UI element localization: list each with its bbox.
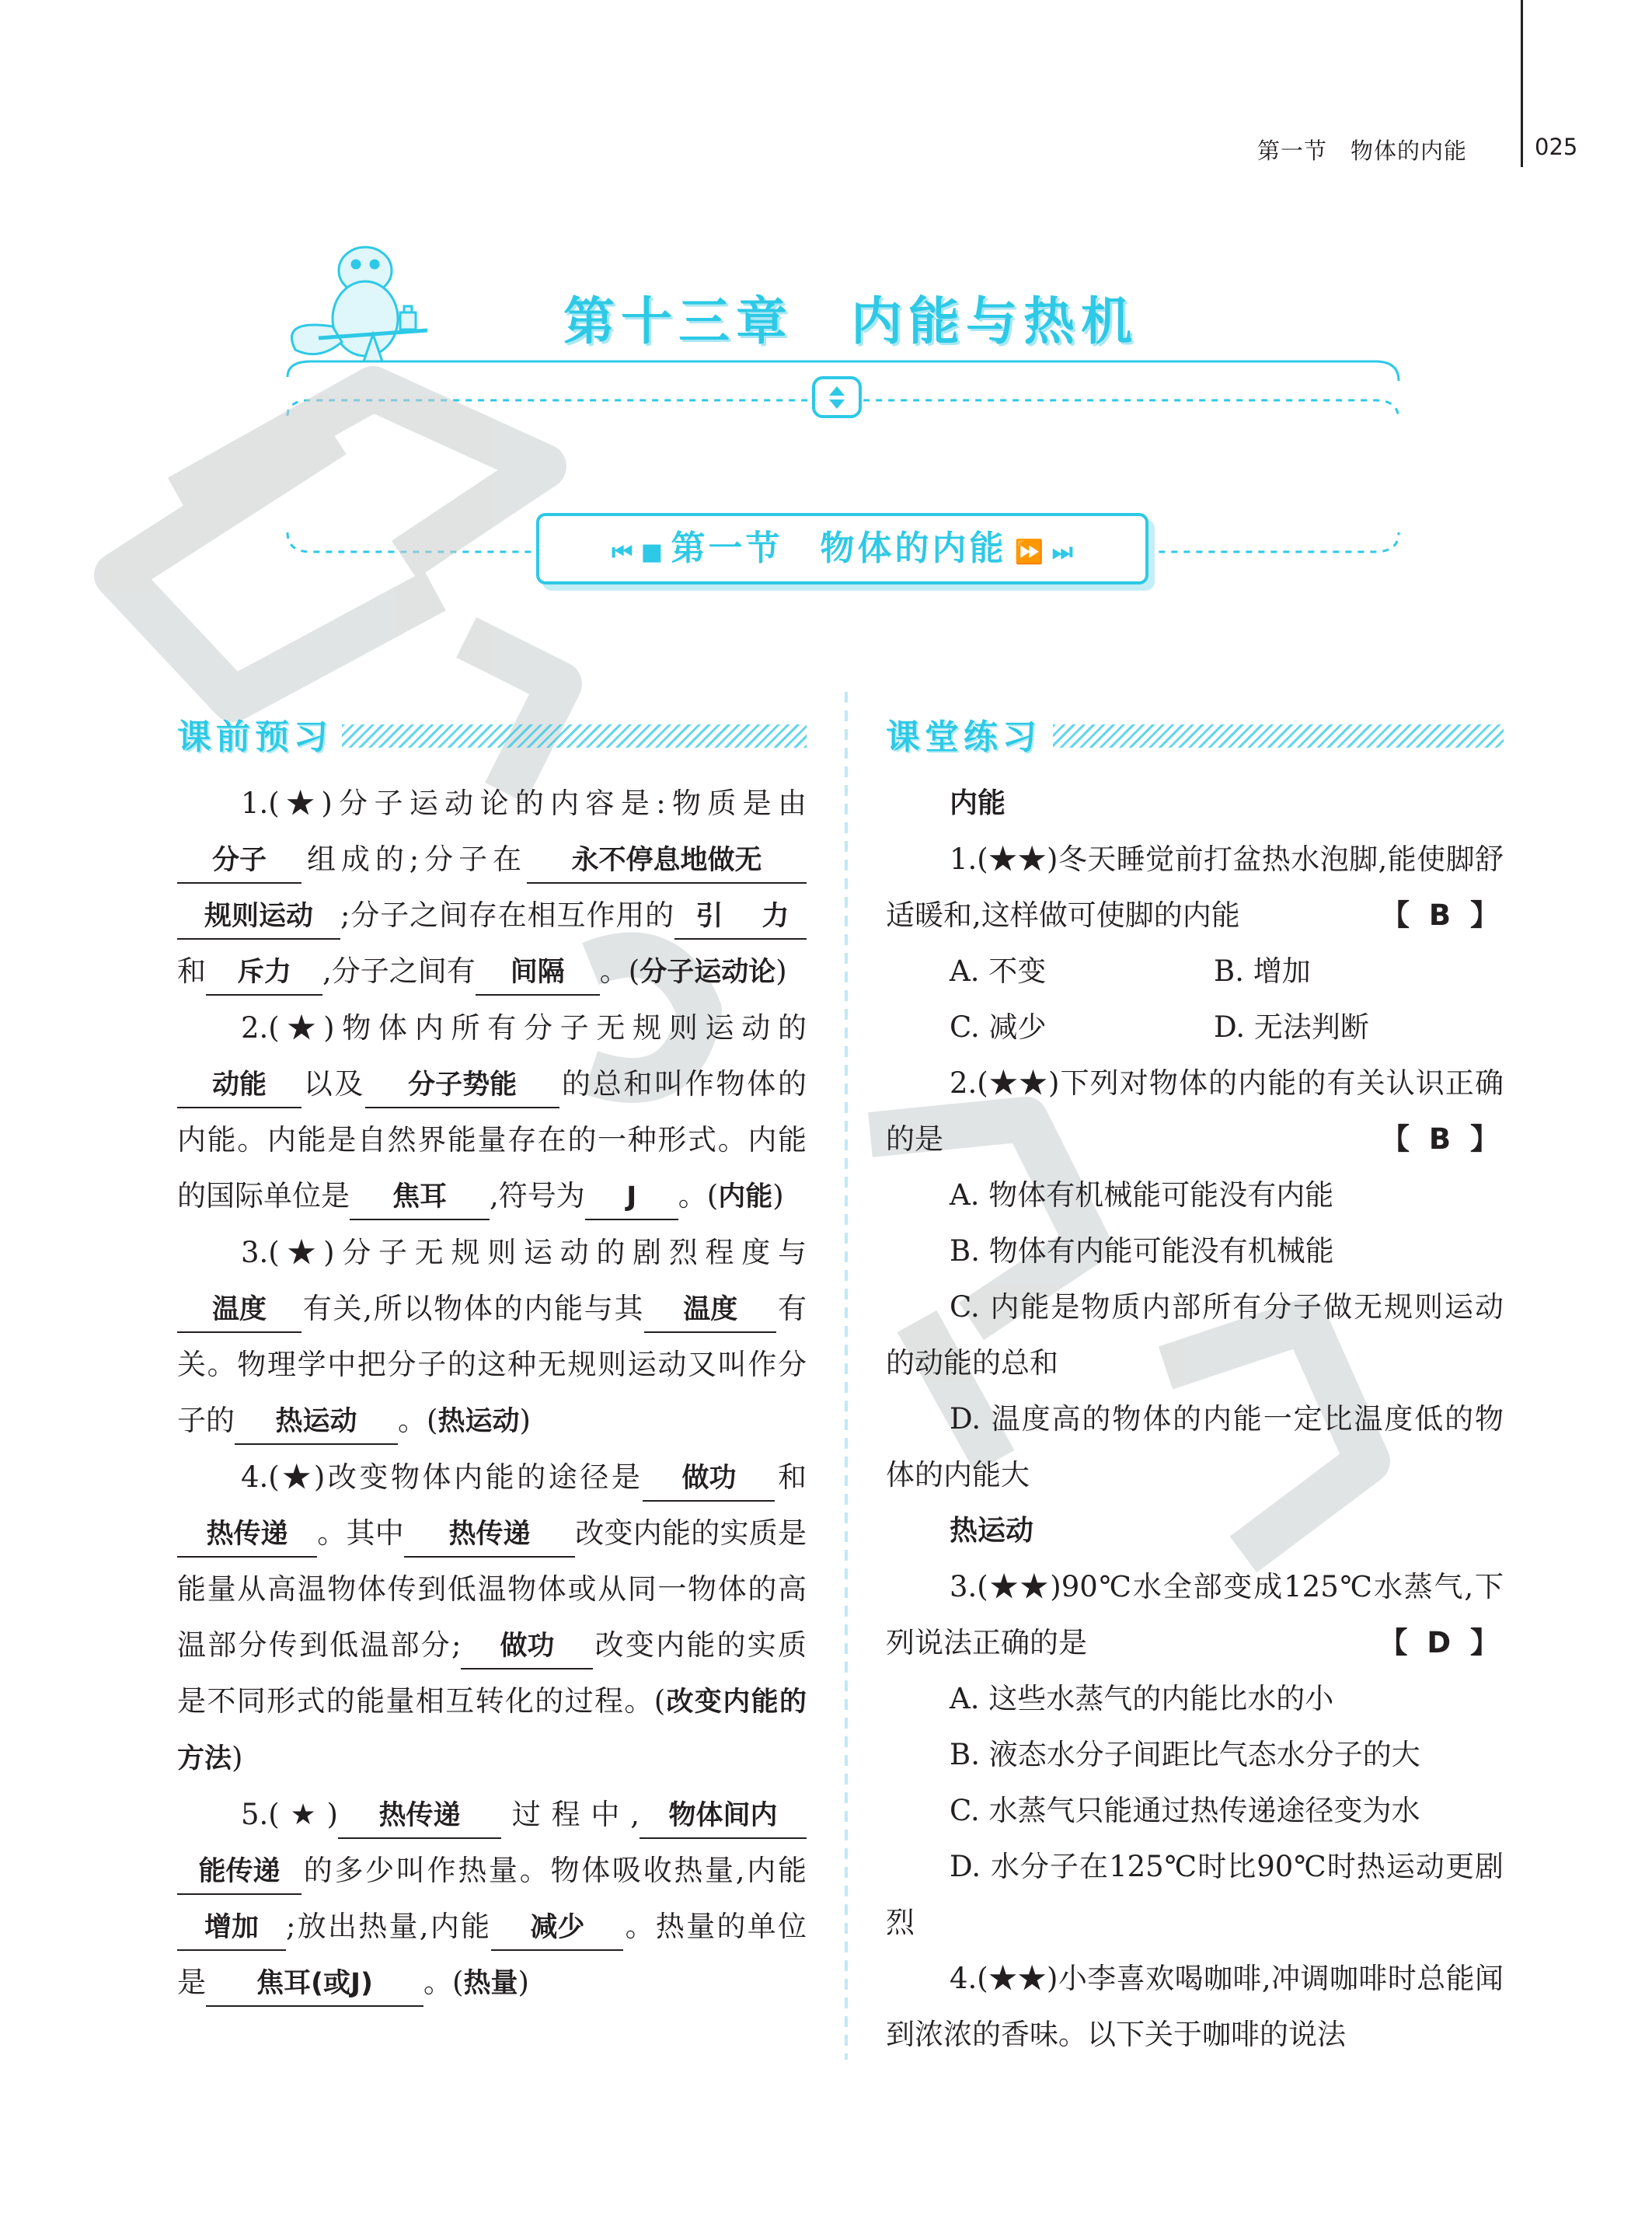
answer-blank: 间隔 bbox=[476, 951, 600, 996]
option-d: D. 温度高的物体的内能一定比温度低的物体的内能大 bbox=[886, 1402, 1504, 1492]
answer-blank: 动能 bbox=[177, 1063, 301, 1108]
answer-blank: 分子势能 bbox=[365, 1063, 559, 1108]
option-c: C. 减少 bbox=[950, 1010, 1047, 1044]
left-section-heading: 课前预习 bbox=[177, 717, 333, 757]
right-section-heading: 课堂练习 bbox=[886, 717, 1041, 757]
answer-blank: 温度 bbox=[177, 1288, 301, 1333]
answer-blank: 斥力 bbox=[206, 951, 322, 996]
option-c: C. 水蒸气只能通过热传递途径变为水 bbox=[950, 1794, 1420, 1827]
topic-tag: 热运动 bbox=[437, 1406, 520, 1437]
left-heading-hatch bbox=[342, 724, 807, 748]
section-title bbox=[539, 516, 1145, 581]
page-edge-rule bbox=[1521, 0, 1523, 167]
answer-blank: 力 bbox=[744, 895, 807, 940]
topic-tag: 分子运动论 bbox=[640, 957, 776, 988]
answer-blank: 引 bbox=[674, 895, 744, 940]
answer-blank: 永不停息地做无 bbox=[527, 839, 807, 884]
right-column bbox=[886, 776, 1504, 2063]
answer-blank: 热运动 bbox=[235, 1400, 398, 1445]
options-row bbox=[886, 944, 1504, 1000]
rewind-icon: ⏮ ■ bbox=[612, 539, 671, 566]
right-heading-hatch bbox=[1053, 724, 1504, 748]
option-b: B. 增加 bbox=[1214, 954, 1311, 988]
answer-blank: 分子 bbox=[177, 839, 301, 884]
answer-blank: 增加 bbox=[177, 1906, 286, 1951]
answer-bracket: 【 B 】 bbox=[1381, 898, 1504, 932]
practice-question-4: 4.(★★)小李喜欢喝咖啡,冲调咖啡时总能闻到浓浓的香味。以下关于咖啡的说法 bbox=[886, 1962, 1504, 2051]
option-d: D. 无法判断 bbox=[1214, 1010, 1369, 1044]
option-a: A. 物体有机械能可能没有内能 bbox=[950, 1178, 1334, 1212]
section-title-box bbox=[536, 513, 1148, 584]
subtopic-heading: 热运动 bbox=[950, 1515, 1034, 1547]
answer-blank: 规则运动 bbox=[177, 895, 340, 940]
chapter-title: 第十三章 内能与热机 bbox=[563, 291, 1138, 351]
answer-bracket: 【 D 】 bbox=[1378, 1626, 1504, 1659]
topic-tag: 内能 bbox=[718, 1181, 773, 1212]
running-header-title: 第一节 物体的内能 bbox=[1257, 138, 1468, 164]
pre-question-5: 5.(★) 热传递 过程中, 物体间内能传递 的多少叫作热量。物体吸收热量,内能增加 ;放出热量,内能 减少 。热量的单位是 焦耳(或J) 。(热量) bbox=[177, 1787, 807, 2011]
practice-question-3: 3.(★★)90℃水全部变成125℃水蒸气,下列说法正确的是 【 D 】 bbox=[886, 1559, 1504, 1671]
answer-blank: J bbox=[585, 1175, 678, 1220]
topic-tag: 热量 bbox=[463, 1968, 518, 1999]
beaver-mascot-icon bbox=[291, 247, 427, 361]
pre-question-1: 1.(★)分子运动论的内容是:物质是由分子 组成的;分子在 永不停息地做无规则运动 ;分子之间存在相互作用的 引 力和 斥力 ,分子之间有 间隔 。(分子运动论) bbox=[177, 776, 807, 1000]
answer-blank: 能传递 bbox=[177, 1850, 301, 1895]
topic-tag: 改变内能的方法 bbox=[177, 1687, 807, 1774]
answer-blank: 焦耳 bbox=[350, 1175, 490, 1220]
column-divider bbox=[845, 692, 848, 2060]
practice-question-1: 1.(★★)冬天睡觉前打盆热水泡脚,能使脚舒适暖和,这样做可使脚的内能 【 B 】 bbox=[886, 832, 1504, 944]
section-title-text: 第一节 物体的内能 bbox=[671, 529, 1007, 568]
answer-blank: 热传递 bbox=[338, 1794, 501, 1839]
options-row bbox=[886, 1000, 1504, 1055]
answer-bracket: 【 B 】 bbox=[1381, 1122, 1504, 1156]
answer-blank: 做功 bbox=[643, 1457, 775, 1502]
pre-question-4: 4.(★)改变物体内能的途径是 做功 和热传递 。其中 热传递 改变内能的实质是能量从高温物体传到低温物体或从同一物体的高温部分传到低温部分; 做功 改变内能的实质是不同形式的能量相互转化的过程。(改变内能的方法) bbox=[177, 1450, 807, 1787]
answer-blank: 热传递 bbox=[404, 1512, 575, 1558]
option-d: D. 水分子在125℃时比90℃时热运动更剧烈 bbox=[886, 1850, 1504, 1939]
answer-blank: 温度 bbox=[644, 1288, 776, 1333]
fast-forward-icon: ⏩ ⏭ bbox=[1006, 539, 1073, 566]
option-a: A. 这些水蒸气的内能比水的小 bbox=[950, 1682, 1334, 1715]
answer-blank: 做功 bbox=[461, 1624, 593, 1670]
page-number: 025 bbox=[1535, 134, 1578, 160]
option-a: A. 不变 bbox=[950, 954, 1047, 988]
option-b: B. 液态水分子间距比气态水分子的大 bbox=[950, 1738, 1420, 1771]
answer-blank: 减少 bbox=[491, 1906, 623, 1951]
answer-blank: 物体间内 bbox=[640, 1794, 807, 1839]
subtopic-heading: 内能 bbox=[950, 787, 1006, 819]
practice-question-2: 2.(★★)下列对物体的内能的有关认识正确的是 【 B 】 bbox=[886, 1055, 1504, 1167]
left-column bbox=[177, 776, 807, 2011]
answer-blank: 热传递 bbox=[177, 1512, 317, 1558]
answer-blank: 焦耳(或J) bbox=[206, 1962, 423, 2007]
pre-question-3: 3.(★)分子无规则运动的剧烈程度与温度 有关,所以物体的内能与其 温度 有关。物理学中把分子的这种无规则运动又叫作分子的 热运动 。(热运动) bbox=[177, 1225, 807, 1450]
option-b: B. 物体有内能可能没有机械能 bbox=[950, 1234, 1334, 1268]
pre-question-2: 2.(★)物体内所有分子无规则运动的动能 以及 分子势能 的总和叫作物体的内能。内能是自然界能量存在的一种形式。内能的国际单位是 焦耳 ,符号为 J 。(内能) bbox=[177, 1000, 807, 1225]
option-c: C. 内能是物质内部所有分子做无规则运动的动能的总和 bbox=[886, 1290, 1504, 1380]
